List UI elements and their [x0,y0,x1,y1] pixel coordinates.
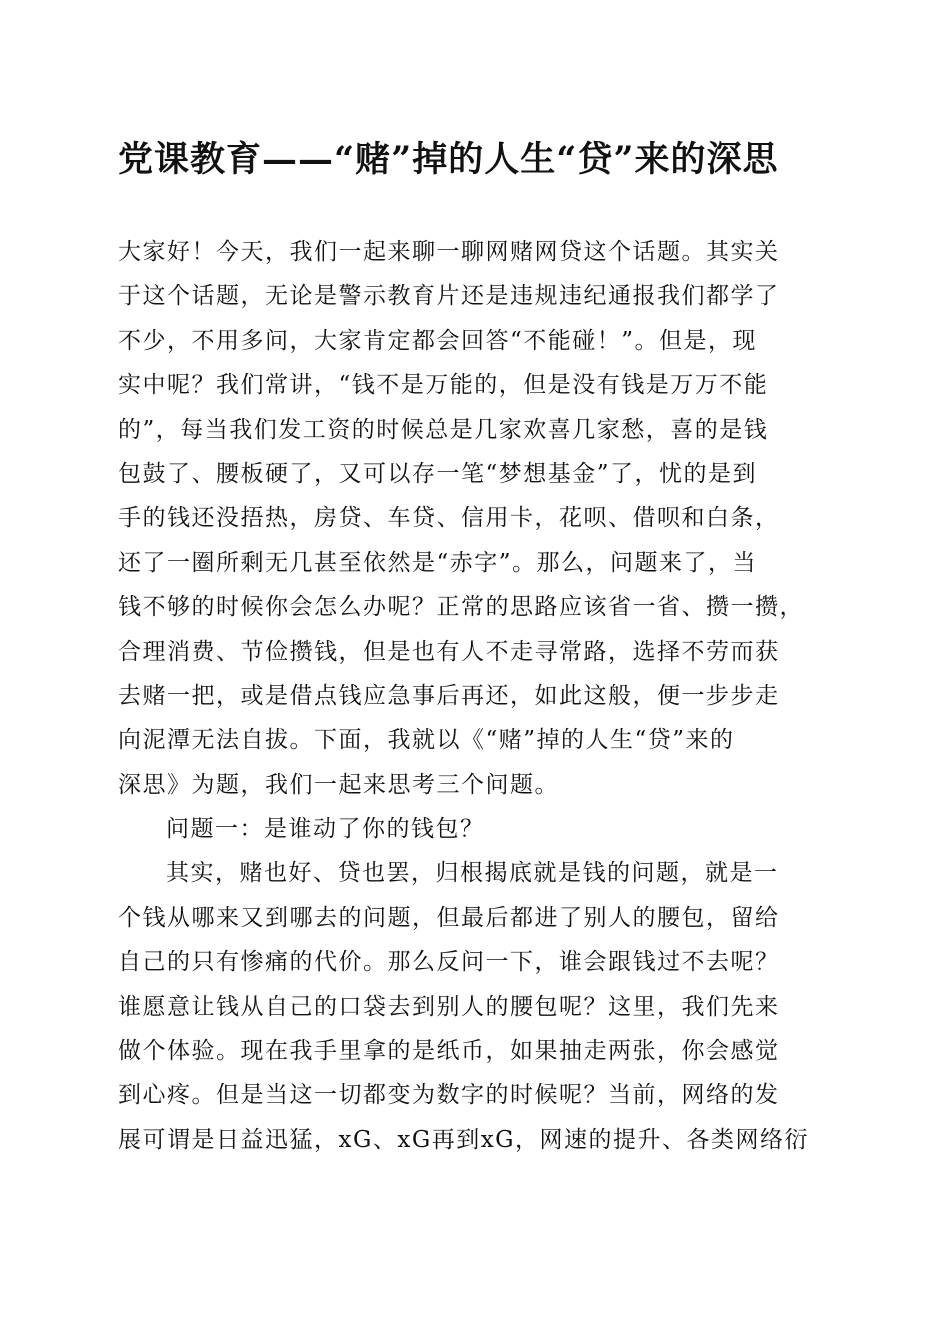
text-line: 于这个话题，无论是警示教育片还是违规违纪通报我们都学了 [118,283,780,310]
document-body [118,230,838,1162]
text-line: 深思》为题，我们一起来思考三个问题。 [118,771,559,798]
text-line: 向泥潭无法自拔。下面，我就以《“赌”掉的人生“贷”来的 [118,727,735,754]
document-title: 党课教育——“赌”掉的人生“贷”来的深思 [118,139,779,180]
text-line: 个钱从哪来又到哪去的问题，但最后都进了别人的腰包，留给 [118,904,780,931]
text-line: 去赌一把，或是借点钱应急事后再还，如此这般，便一步步走 [118,682,780,709]
text-line: 其实，赌也好、贷也罢，归根揭底就是钱的问题，就是一 [166,860,779,887]
text-line: 不少，不用多问，大家肯定都会回答“不能碰！”。但是，现 [118,327,758,354]
text-line: 谁愿意让钱从自己的口袋去到别人的腰包呢？这里，我们先来 [118,993,780,1020]
text-line: 钱不够的时候你会怎么办呢？正常的思路应该省一省、攒一攒， [118,594,804,621]
text-line: 到心疼。但是当这一切都变为数字的时候呢？当前，网络的发 [118,1082,780,1109]
text-line: 包鼓了、腰板硬了，又可以存一笔“梦想基金”了，忧的是到 [118,460,758,487]
text-line: 还了一圈所剩无几甚至依然是“赤字”。那么，问题来了，当 [118,549,758,576]
text-line: 实中呢？我们常讲，“钱不是万能的，但是没有钱是万万不能 [118,372,769,399]
text-line: 大家好！今天，我们一起来聊一聊网赌网贷这个话题。其实关 [118,239,780,265]
text-line: 展可谓是日益迅猛，xG、xG再到xG，网速的提升、各类网络衍 [118,1126,810,1153]
section-heading: 问题一：是谁动了你的钱包？ [166,816,485,843]
text-line: 手的钱还没捂热，房贷、车贷、信用卡，花呗、借呗和白条， [118,505,780,532]
text-line: 合理消费、节俭攒钱，但是也有人不走寻常路，选择不劳而获 [118,638,780,665]
text-line: 的”，每当我们发工资的时候总是几家欢喜几家愁，喜的是钱 [118,416,769,443]
text-line: 做个体验。现在我手里拿的是纸币，如果抽走两张，你会感觉 [118,1038,780,1065]
text-line: 自己的只有惨痛的代价。那么反问一下，谁会跟钱过不去呢？ [118,949,780,976]
